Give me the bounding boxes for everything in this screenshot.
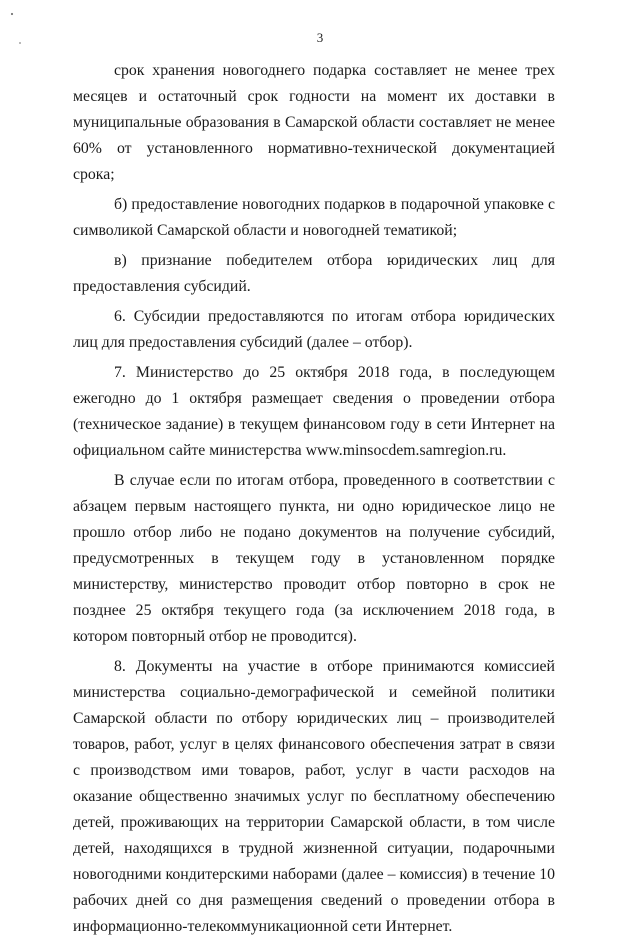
paragraph-7: 7. Министерство до 25 октября 2018 года, в последующем ежегодно до 1 октября размещает сведения о проведении отбора (техническое задание) в текущем финансовом году в сети Интернет на официальном сайте министерства www.minsocdem.samregion.ru. [73,364,555,459]
page-number: 3 [316,30,324,45]
paragraph-item-c: в) признание победителем отбора юридических лиц для предоставления субсидий. [73,252,555,295]
paragraph-item-b: б) предоставление новогодних подарков в подарочной упаковке с символикой Самарской области и новогодней тематикой; [73,196,555,239]
paragraph-6: 6. Субсидии предоставляются по итогам отбора юридических лиц для предоставления субсидий (далее – отбор). [73,308,555,351]
document-body [73,58,555,940]
paragraph-repeat-selection: В случае если по итогам отбора, проведенного в соответствии с абзацем первым настоящего пункта, ни одно юридическое лицо не прошло отбор либо не подано документов на получение субсидий, предусмотренных в текущем году в установленном порядке министерству, министерство проводит отбор повторно в срок не позднее 25 октября текущего года (за исключением 2018 года, в котором повторный отбор не проводится). [73,472,555,645]
scan-speck [11,13,13,15]
paragraph-8: 8. Документы на участие в отборе принимаются комиссией министерства социально-демографической и семейной политики Самарской области по отбору юридических лиц – производителей товаров, работ, услуг в целях финансового обеспечения затрат в связи с производством ими товаров, работ, услуг в части расходов на оказание общественно значимых услуг по бесплатному обеспечению детей, проживающих на территории Самарской области, в том числе детей, находящихся в трудной жизненной ситуации, подарочными новогодними кондитерскими наборами (далее – комиссия) в течение 10 рабочих дней со дня размещения сведений о проведении отбора в информационно-телекоммуникационной сети Интернет. [73,658,555,935]
paragraph-storage-term: срок хранения новогоднего подарка составляет не менее трех месяцев и остаточный срок годности на момент их доставки в муниципальные образования в Самарской области составляет не менее 60% от установленного нормативно-технической документацией срока; [73,62,555,183]
